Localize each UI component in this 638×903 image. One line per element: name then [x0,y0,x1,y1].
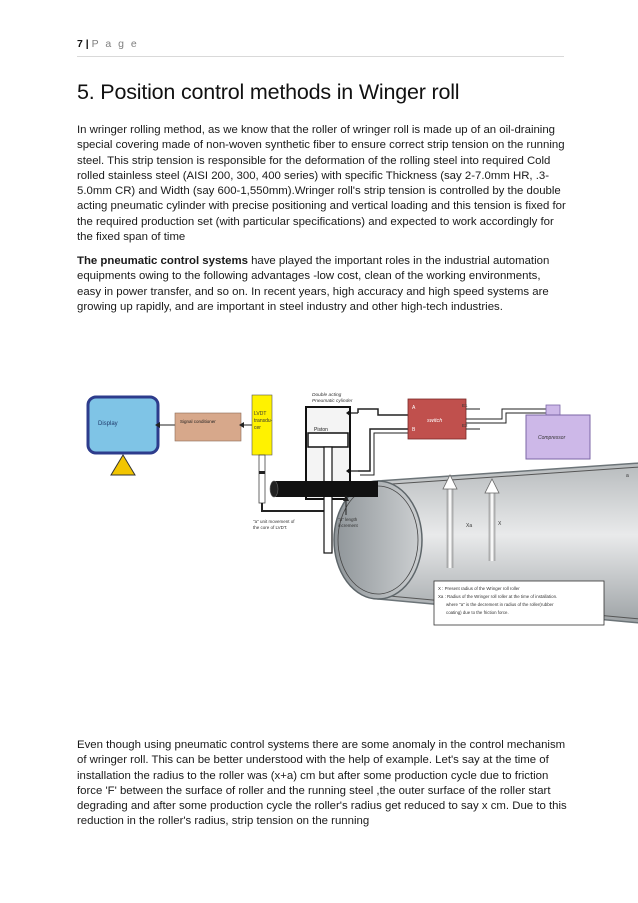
diagram-legend [434,581,604,625]
a-movement-label-2: the core of LVDT. [253,525,288,530]
switch-label: switch [427,418,443,424]
a-length-label-1: "a" length [338,517,358,522]
port-a-label: A [412,405,416,411]
paragraph-1: In wringer rolling method, as we know that the roller of wringer roll is made up of an oil-draining special covering made of non-woven synthetic fiber to ensure correct strip tension on the running steel. This strip tension is responsible for the deformation of the rolling steel into required Cold rolled stainless steel (AISI 200, 300, 400 series) with specific Thickness (say 2-7.0mm HR, .3-5.0mm CR) and Width (say 600-1,550mm).Wringer roll's strip tension is controlled by the double acting pneumatic cylinder with precise positioning and vertical loading and this tension is fixed for the required production set (with particular specifications) and expected to work accordingly for the fixed span of time [77,124,566,244]
paragraph-2-bold: The pneumatic control systems [77,255,248,267]
signal-conditioner-label: Signal conditioner [180,419,216,424]
e1-label: E1 [462,403,468,408]
xa-label: Xa [466,523,473,529]
display-label: Display [98,421,118,427]
paragraph-3: Even though using pneumatic control systems there are some anomaly in the control mechanism of wringer roll. This can be better understood with the help of example. Let's say at the time of installation the radius to the roller was (x+a) cm but after some production cycle due to friction force 'F' between the surface of roller and the running steel ,the outer surface of the roller start degrading and after some production cycle the roller's radius get reduced to say x cm. Due to this reduction in the roller's radius, strip tension on the running [77,739,567,828]
legend-line-2: Xa : Radius of the Wringer roll roller at the time of installation. [438,594,558,599]
piston-label: Piston [314,427,328,433]
a-movement-label-1: "a" unit movement of [253,519,295,524]
legend-line-4: coating) due to the friction force. [446,610,509,615]
legend-line-1: X : Present radius of the Wringer roll roller [438,586,520,591]
roll-shaft [270,481,378,497]
paragraph-2 [77,254,567,315]
a-edge-label: a [626,473,629,479]
lvdt-label-1: LVDT [254,411,267,417]
wringer-roll-diagram [78,385,638,700]
a-length-label-2: increment [338,523,358,528]
paragraph-2-text: have played the important roles in the industrial automation equipments owing to the following advantages -low cost, clean of the working environments, easy in power transfer, and so on. In recent years, high accuracy and high speed systems are growing up rapidly, and are important in steel industry and other high-tech industries. [77,255,550,313]
page-header [77,38,564,57]
cylinder-title-1: Double acting [312,393,342,398]
x-label: X [498,521,502,527]
page-separator: | [82,38,92,50]
e2-label: E2 [462,423,468,428]
lvdt-label-2: transdu- [254,418,273,424]
compressor-label: Compressor [538,435,566,441]
section-title: 5. Position control methods in Winger roll [77,80,460,104]
pneumatic-switch [408,399,466,439]
page-number: 7 [77,38,83,50]
display-monitor [88,397,158,475]
port-b-label: B [412,427,416,433]
lvdt-label-3: cer [254,425,261,431]
cylinder-title-2: Pneumatic cylinder [312,399,353,404]
signal-conditioner-box [175,413,241,441]
legend-line-3: where "a" is the decrement in radius of the roller(rubber [446,602,554,607]
lvdt-transducer [252,395,273,455]
page-label: P a g e [91,38,139,50]
